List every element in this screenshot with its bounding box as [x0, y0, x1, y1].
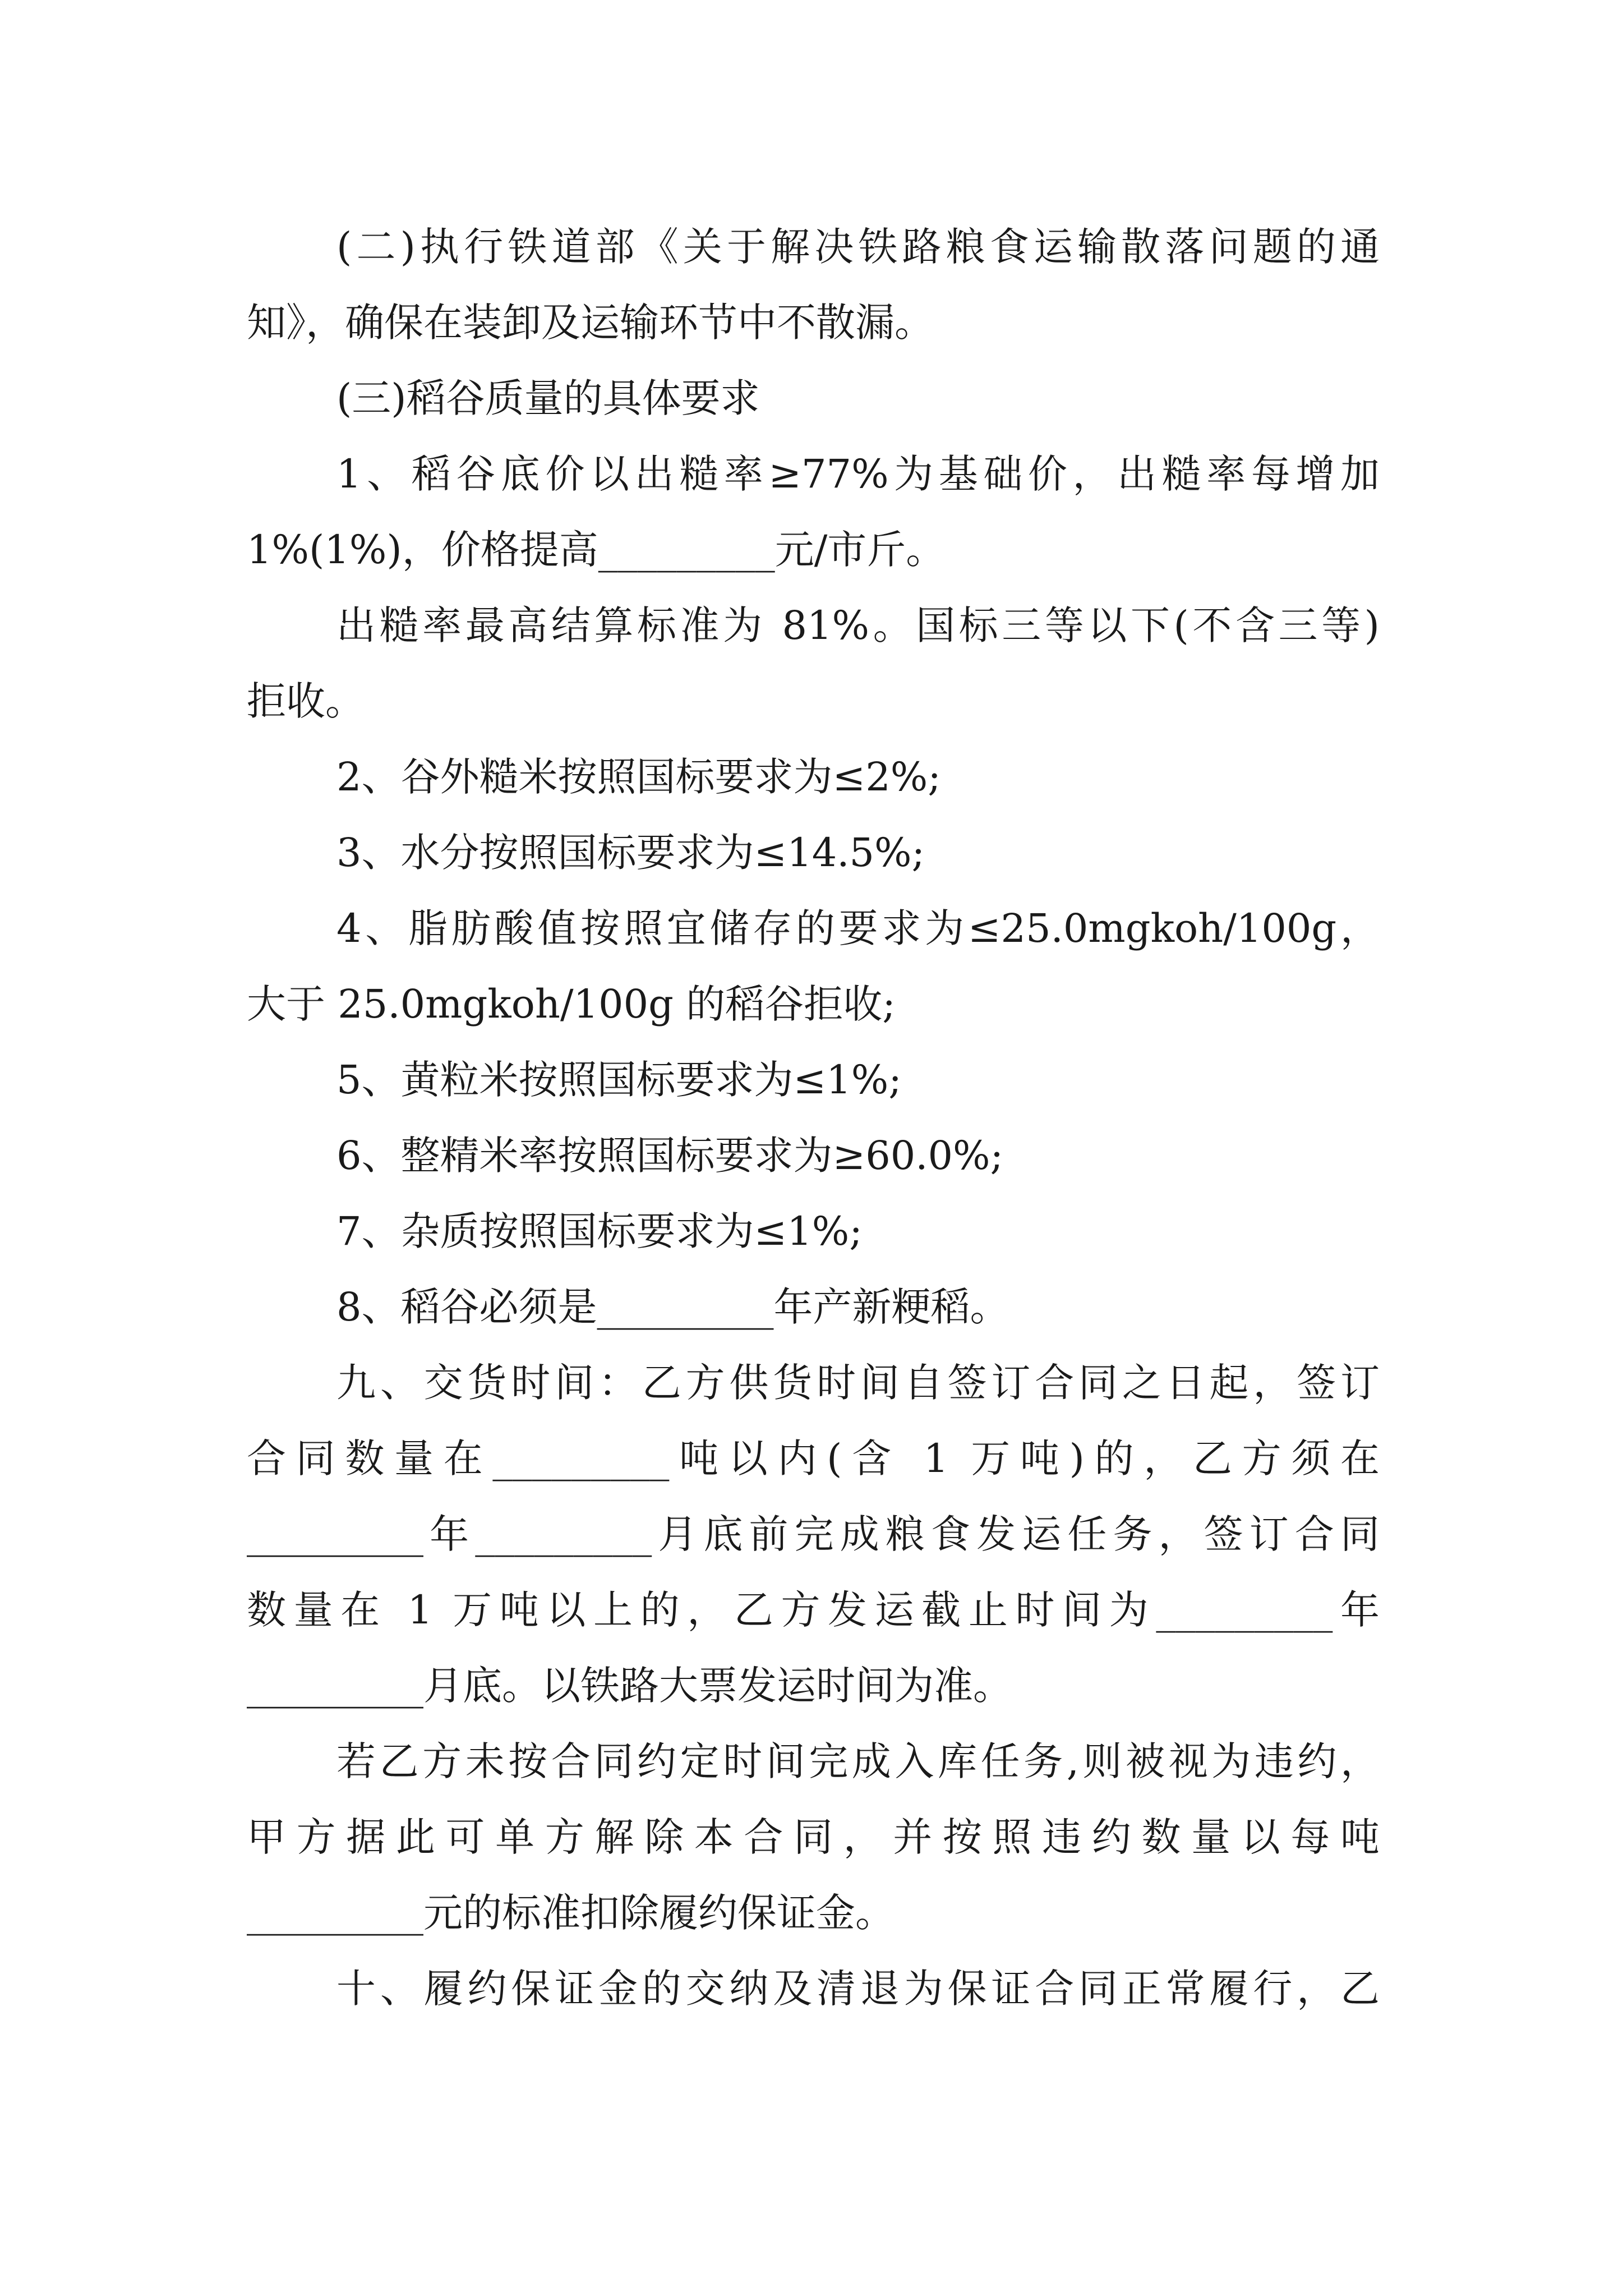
list-item: 2、谷外糙米按照国标要求为≤2%;: [336, 754, 941, 800]
text-line: 若乙方未按合同约定时间完成入库任务,则被视为违约，: [336, 1738, 1380, 1784]
list-item: 5、黄粒米按照国标要求为≤1%;: [336, 1057, 902, 1103]
text-line: 甲方据此可单方解除本合同，并按照违约数量以每吨: [247, 1814, 1380, 1860]
text-line: _________年_________月底前完成粮食发运任务，签订合同: [247, 1511, 1380, 1557]
list-item: 7、杂质按照国标要求为≤1%;: [336, 1208, 863, 1254]
text-line: 1%(1%)，价格提高_________元/市斤。: [247, 527, 946, 573]
text-line: 拒收。: [247, 678, 365, 724]
clause-heading: 十、履约保证金的交纳及清退为保证合同正常履行，乙: [336, 1966, 1380, 2012]
text-line: _________月底。以铁路大票发运时间为准。: [247, 1663, 1012, 1709]
text-line: 合同数量在_________吨以内(含 1 万吨)的，乙方须在: [247, 1435, 1380, 1481]
list-item: 4、脂肪酸值按照宜储存的要求为≤25.0mgkoh/100g，: [336, 905, 1380, 951]
list-item: 6、整精米率按照国标要求为≥60.0%;: [336, 1133, 1004, 1179]
clause-heading: 九、交货时间：乙方供货时间自签订合同之日起，签订: [336, 1360, 1380, 1406]
text-line: _________元的标准扣除履约保证金。: [247, 1890, 895, 1936]
text-line: 数量在 1 万吨以上的，乙方发运截止时间为_________年: [247, 1587, 1380, 1633]
section-heading: (三)稻谷质量的具体要求: [336, 375, 760, 421]
text-line: 出糙率最高结算标准为 81%。国标三等以下(不含三等): [336, 602, 1380, 648]
text-line: 知》，确保在装卸及运输环节中不散漏。: [247, 300, 934, 346]
text-line: 1、稻谷底价以出糙率≥77%为基础价，出糙率每增加: [336, 451, 1380, 497]
list-item: 3、水分按照国标要求为≤14.5%;: [336, 830, 925, 876]
text-line: 大于 25.0mgkoh/100g 的稻谷拒收;: [247, 981, 896, 1027]
text-line: (二)执行铁道部《关于解决铁路粮食运输散落问题的通: [336, 224, 1380, 270]
list-item: 8、稻谷必须是_________年产新粳稻。: [336, 1284, 1009, 1330]
